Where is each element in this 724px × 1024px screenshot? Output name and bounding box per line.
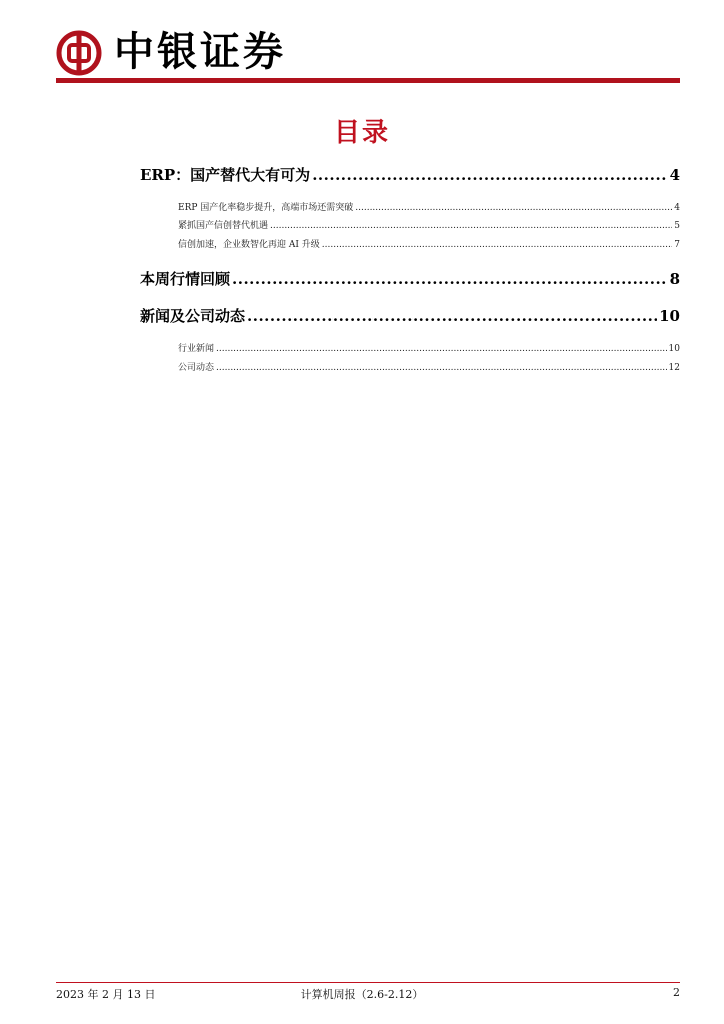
toc-leader xyxy=(355,203,672,213)
toc-entry-erp-localization-rate[interactable] xyxy=(178,200,680,213)
toc-entry-market-review[interactable] xyxy=(140,268,680,289)
toc-leader xyxy=(312,166,667,184)
toc-entry-page: 10 xyxy=(668,344,680,354)
toc-entry-industry-news[interactable] xyxy=(178,341,680,354)
toc-entry-news[interactable] xyxy=(140,305,680,326)
toc-entry-page: 4 xyxy=(669,166,680,184)
bank-of-china-logo-icon xyxy=(56,30,102,76)
toc-entry-label: 信创加速，企业数智化再迎 AI 升级 xyxy=(178,240,320,250)
toc-entry-erp[interactable] xyxy=(140,164,680,185)
toc-entry-page: 4 xyxy=(674,203,680,213)
toc-entry-label: ERP：国产替代大有可为 xyxy=(140,166,311,184)
toc-leader xyxy=(216,363,667,373)
footer-page-number: 2 xyxy=(673,986,680,999)
toc-entry-label: 公司动态 xyxy=(178,363,215,373)
toc-leader xyxy=(232,270,668,288)
header-divider xyxy=(56,78,680,83)
toc-entry-label: 行业新闻 xyxy=(178,344,215,354)
toc-entry-label: 新闻及公司动态 xyxy=(140,307,246,325)
toc-entry-page: 7 xyxy=(674,240,680,250)
toc-entry-page: 12 xyxy=(668,363,680,373)
toc-leader xyxy=(322,240,672,250)
toc-entry-page: 5 xyxy=(674,221,680,231)
toc-entry-xinchuang-opportunity[interactable] xyxy=(178,218,680,231)
toc-leader xyxy=(247,307,657,325)
footer-divider xyxy=(56,982,680,983)
toc-entry-label: 本周行情回顾 xyxy=(140,270,231,288)
toc-entry-page: 8 xyxy=(669,270,680,288)
toc-entry-label: 紧抓国产信创替代机遇 xyxy=(178,221,269,231)
page-header xyxy=(56,28,680,84)
toc-leader xyxy=(216,344,667,354)
footer-report-title: 计算机周报（2.6-2.12） xyxy=(300,988,424,1001)
brand-name: 中银证券 xyxy=(114,29,286,75)
toc-entry-company-news[interactable] xyxy=(178,360,680,373)
toc-entry-label: ERP 国产化率稳步提升，高端市场还需突破 xyxy=(178,203,354,213)
toc-leader xyxy=(270,221,672,231)
toc-title: 目录 xyxy=(333,118,390,148)
toc-entry-page: 10 xyxy=(659,307,680,325)
footer-date: 2023 年 2 月 13 日 xyxy=(56,988,156,1001)
toc-entry-ai-upgrade[interactable] xyxy=(178,237,680,250)
